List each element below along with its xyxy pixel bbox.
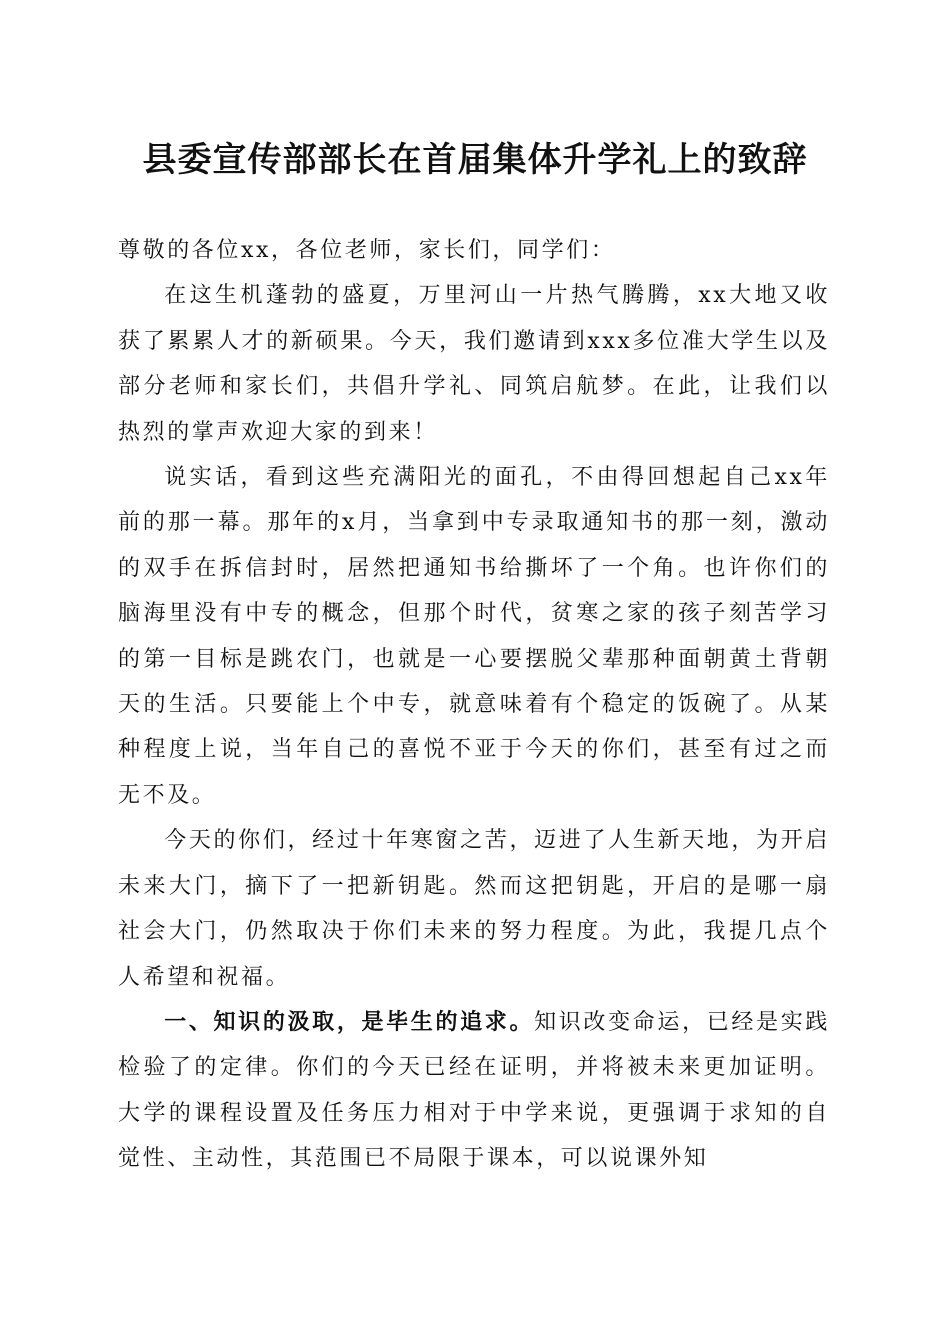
salutation: 尊敬的各位xx，各位老师，家长们，同学们： [118, 238, 616, 263]
section-one-paragraph [118, 1000, 830, 1182]
paragraph-wishes: 今天的你们，经过十年寒窗之苦，迈进了人生新天地，为开启未来大门，摘下了一把新钥匙。然而这把钥匙，开启的是哪一扇社会大门，仍然取决于你们未来的努力程度。为此，我提几点个人希望和祝福。 [118, 828, 830, 990]
section-one-text: 知识改变命运，已经是实践检验了的定律。你们的今天已经在证明，并将被未来更加证明。大学的课程设置及任务压力相对于中学来说，更强调于求知的自觉性、主动性，其范围已不局限于课本，可以说课外知 [118, 1009, 830, 1172]
section-one-heading: 一、知识的汲取，是毕生的追求。 [164, 1009, 535, 1035]
paragraph-welcome: 在这生机蓬勃的盛夏，万里河山一片热气腾腾，xx大地又收获了累累人才的新硕果。今天，我们邀请到xxx多位准大学生以及部分老师和家长们，共倡升学礼、同筑启航梦。在此，让我们以热烈的掌声欢迎大家的到来！ [118, 283, 830, 445]
document-body [118, 228, 830, 1182]
document-title: 县委宣传部部长在首届集体升学礼上的致辞 [142, 140, 808, 180]
paragraph-memory: 说实话，看到这些充满阳光的面孔，不由得回想起自己xx年前的那一幕。那年的x月，当拿到中专录取通知书的那一刻，激动的双手在拆信封时，居然把通知书给撕坏了一个角。也许你们的脑海里没有中专的概念，但那个时代，贫寒之家的孩子刻苦学习的第一目标是跳农门，也就是一心要摆脱父辈那种面朝黄土背朝天的生活。只要能上个中专，就意味着有个稳定的饭碗了。从某种程度上说，当年自己的喜悦不亚于今天的你们，甚至有过之而无不及。 [118, 465, 830, 808]
